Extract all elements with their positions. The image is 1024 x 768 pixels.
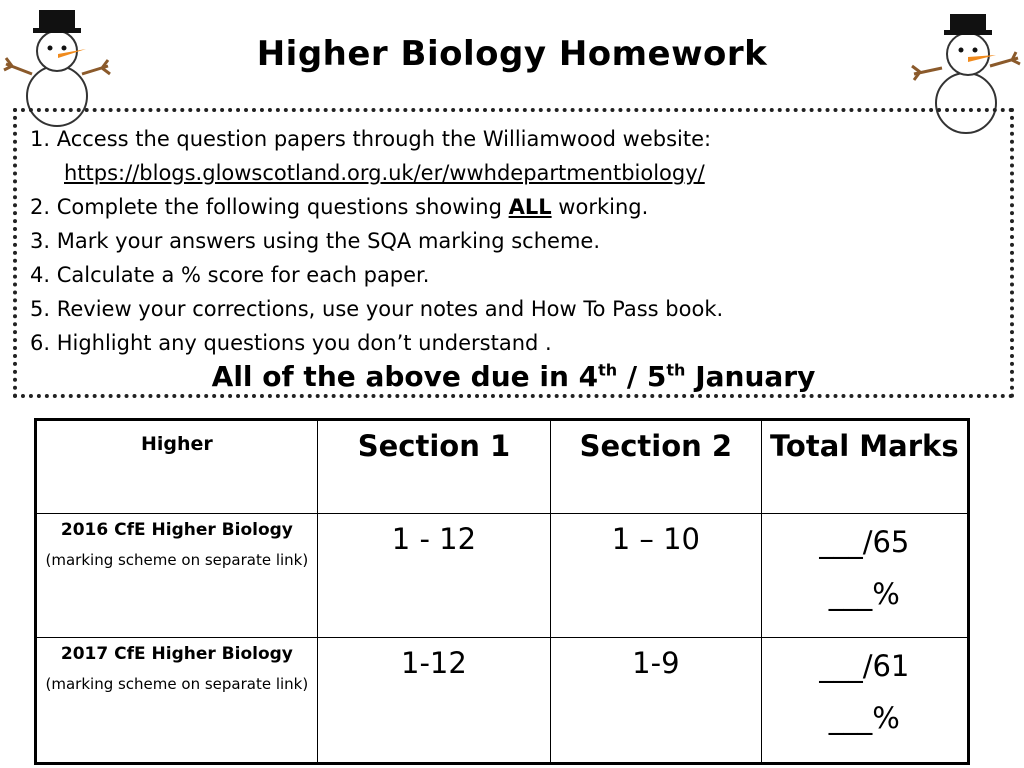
- homework-table: [34, 418, 970, 765]
- header-section-1: Section 1: [317, 420, 550, 514]
- table-row: [36, 638, 969, 764]
- paper-note: (marking scheme on separate link): [45, 551, 309, 569]
- website-link[interactable]: https://blogs.glowscotland.org.uk/er/wwhdepartmentbiology/: [64, 161, 705, 185]
- header-section-2: Section 2: [551, 420, 761, 514]
- instruction-4: 4. Calculate a % score for each paper.: [30, 263, 430, 287]
- paper-cell: [36, 638, 318, 764]
- instructions-list: [30, 122, 723, 360]
- all-emphasis: ALL: [508, 195, 552, 219]
- instructions-box: [13, 108, 1014, 398]
- instruction-5: 5. Review your corrections, use your notes and How To Pass book.: [30, 297, 724, 321]
- instruction-6: 6. Highlight any questions you don’t understand .: [30, 331, 552, 355]
- paper-title: 2017 CfE Higher Biology: [60, 644, 293, 664]
- section-1-range: 1-12: [317, 638, 550, 764]
- paper-note: (marking scheme on separate link): [45, 675, 309, 693]
- section-1-range: 1 - 12: [317, 514, 550, 638]
- section-2-range: 1 – 10: [551, 514, 761, 638]
- table-header-row: [36, 420, 969, 514]
- paper-cell: [36, 514, 318, 638]
- instruction-2: 2. Complete the following questions showing ALL working.: [30, 195, 649, 219]
- section-2-range: 1-9: [551, 638, 761, 764]
- paper-title: 2016 CfE Higher Biology: [60, 520, 293, 540]
- total-marks-blank: ___/61: [819, 649, 910, 683]
- instruction-1: 1. Access the question papers through the Williamwood website:: [30, 127, 712, 151]
- total-percent-blank: ___%: [828, 701, 900, 735]
- table-row: [36, 514, 969, 638]
- page-title: Higher Biology Homework: [256, 34, 768, 74]
- total-percent-blank: ___%: [828, 577, 900, 611]
- due-date: All of the above due in 4th / 5th January: [211, 360, 816, 393]
- total-cell: [761, 514, 968, 638]
- instruction-3: 3. Mark your answers using the SQA marking scheme.: [30, 229, 601, 253]
- total-cell: [761, 638, 968, 764]
- header-total-marks: Total Marks: [761, 420, 968, 514]
- total-marks-blank: ___/65: [819, 525, 910, 559]
- header-higher: Higher: [36, 420, 318, 514]
